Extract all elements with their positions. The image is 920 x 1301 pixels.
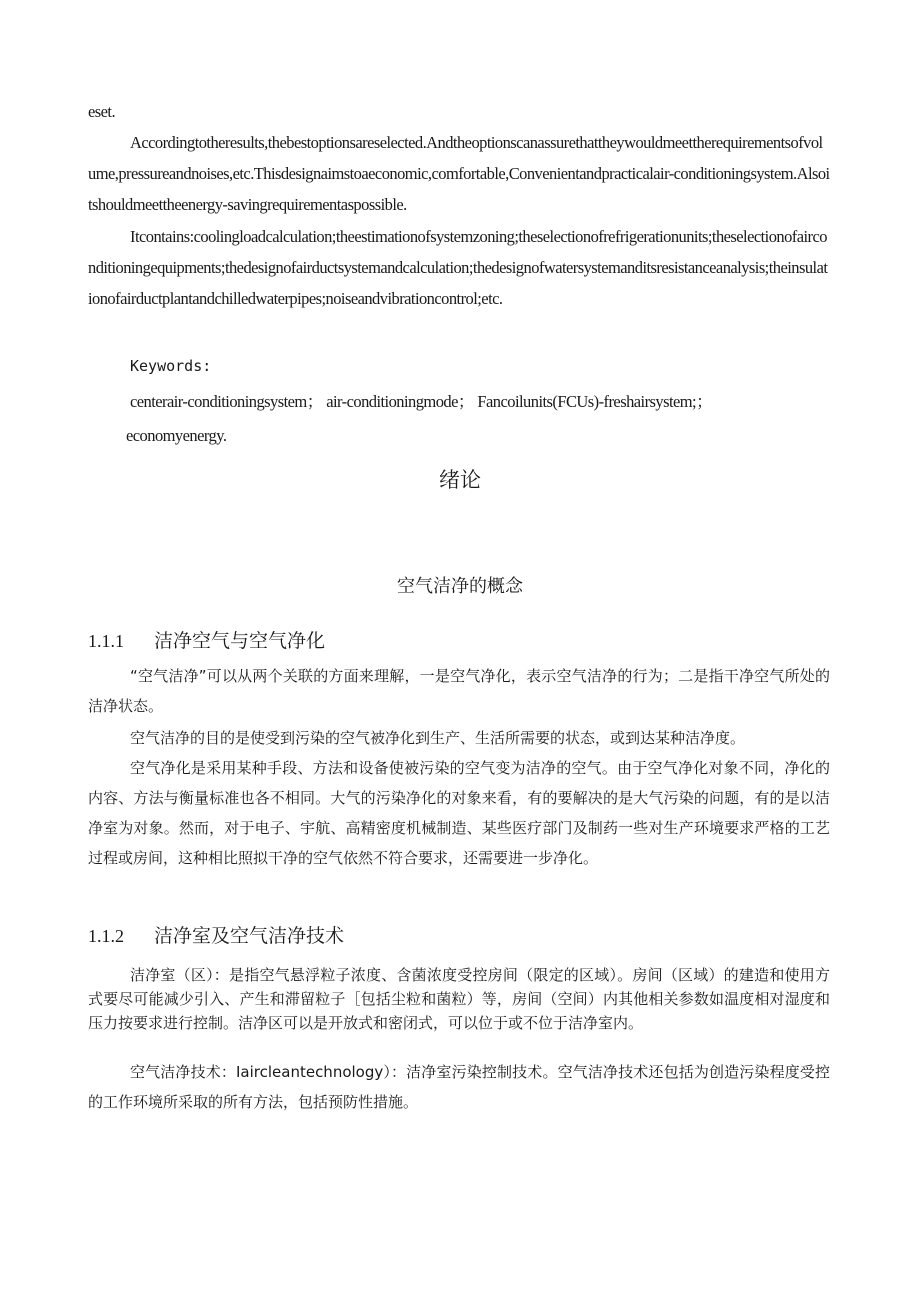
keywords-label: Keywords: <box>130 357 212 375</box>
subsection-title: 洁净室及空气洁净技术 <box>154 925 345 947</box>
subsection-number: 1.1.2 <box>88 926 124 946</box>
chapter-title: 绪论 <box>439 468 481 492</box>
subsection-heading-1-1-1 <box>88 626 325 653</box>
abstract-paragraph-2: Itcontains:coolingloadcalculation;theestimationofsystemzoning;theselectionofrefrigerationunits;theselectionofairconditioningequipments;thedesignofairductsystemandcalculation;thedesignofwatersystemanditsresistanceanalysis;theinsulationofairductplantandchilledwaterpipes;noiseandvibrationcontrol;etc. <box>88 227 828 308</box>
subsection-heading-1-1-2 <box>88 921 344 948</box>
abstract-paragraph-1: Accordingtotheresults,thebestoptionsareselected.Andtheoptionscanassurethattheywouldmeettherequirementsofvolume,pressureandnoises,etc.Thisdesignaimstoaeconomic,comfortable,Convenientandpracticalair-conditioningsystem.Alsoitshouldmeettheenergy-savingrequirementaspossible. <box>88 133 830 214</box>
paragraph-1-1-1-b: 空气洁净的目的是使受到污染的空气被净化到生产、生活所需要的状态，或到达某种洁净度。 <box>130 729 746 747</box>
paragraph-1-1-1-a: “空气洁净”可以从两个关联的方面来理解，一是空气净化，表示空气洁净的行为；二是指干净空气所处的洁净状态。 <box>88 667 830 715</box>
subsection-number: 1.1.1 <box>88 631 124 651</box>
subsection-title: 洁净空气与空气净化 <box>154 630 326 652</box>
paragraph-1-1-2-a: 洁净室（区）：是指空气悬浮粒子浓度、含菌浓度受控房间（限定的区域）。房间（区域）的建造和使用方式要尽可能减少引入、产生和滞留粒子［包括尘粒和菌粒）等，房间（空间）内其他相关参数如温度相对湿度和压力按要求进行控制。洁净区可以是开放式和密闭式，可以位于或不位于洁净室内。 <box>88 966 830 1032</box>
section-title: 空气洁净的概念 <box>397 576 523 597</box>
paragraph-1-1-2-b: 空气洁净技术：Iaircleantechnology）：洁净室污染控制技术。空气洁净技术还包括为创造污染程度受控的工作环境所采取的所有方法，包括预防性措施。 <box>88 1063 830 1111</box>
abstract-line-top: eset. <box>88 102 116 121</box>
paragraph-1-1-1-c: 空气净化是采用某种手段、方法和设备使被污染的空气变为洁净的空气。由于空气净化对象不同，净化的内容、方法与衡量标准也各不相同。大气的污染净化的对象来看，有的要解决的是大气污染的问题，有的是以洁净室为对象。然而，对于电子、宇航、高精密度机械制造、某些医疗部门及制药一些对生产环境要求严格的工艺过程或房间，这种相比照拟干净的空气依然不符合要求，还需要进一步净化。 <box>88 759 830 867</box>
keywords-line-2: economyenergy. <box>126 426 227 445</box>
keywords-line-1: centerair-conditioningsystem； air-conditioningmode； Fancoilunits(FCUs)-freshairsystem;； <box>130 392 713 411</box>
